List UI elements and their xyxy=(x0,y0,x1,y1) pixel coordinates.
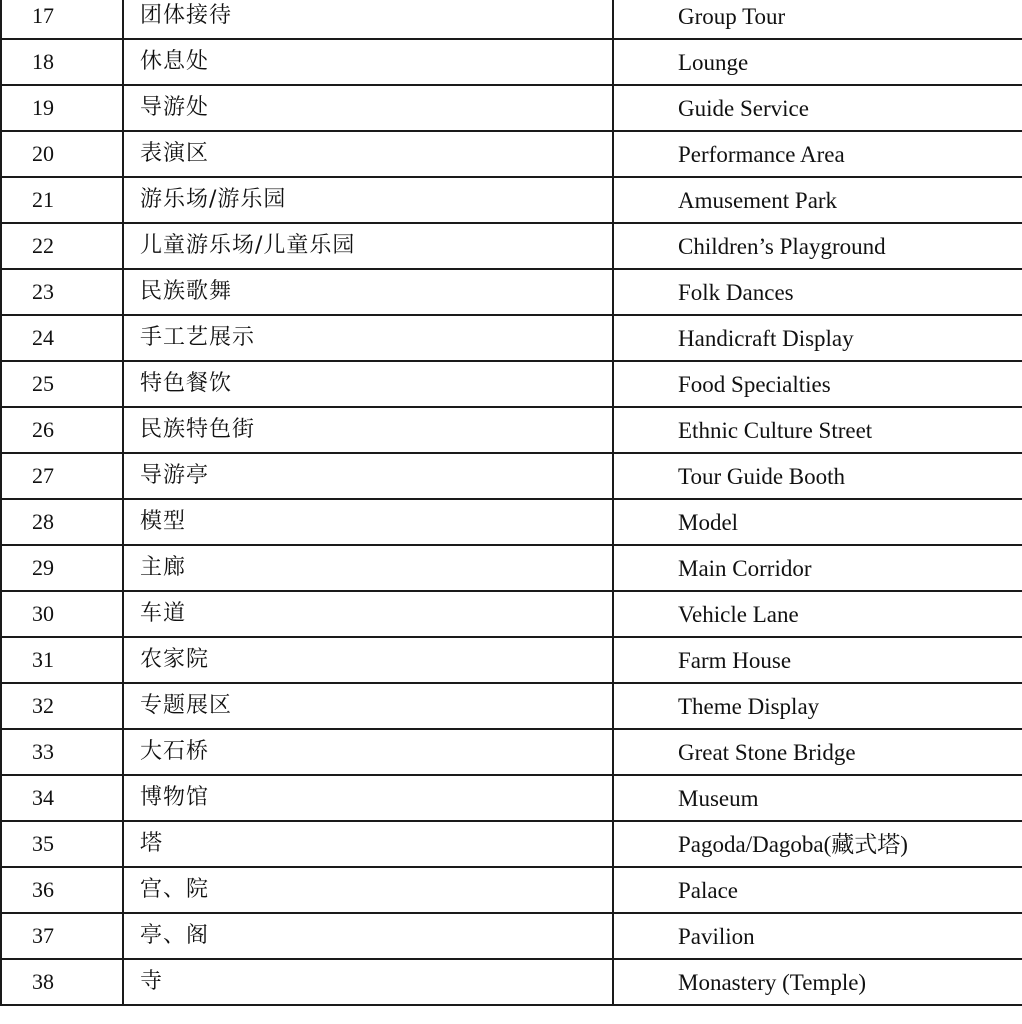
table-row xyxy=(1,683,1022,729)
english-term-cell: Performance Area xyxy=(613,131,1022,177)
english-term-cell: Lounge xyxy=(613,39,1022,85)
english-term-cell: Great Stone Bridge xyxy=(613,729,1022,775)
chinese-term-cell: 休息处 xyxy=(123,39,613,85)
chinese-term-cell: 特色餐饮 xyxy=(123,361,613,407)
chinese-term-cell: 专题展区 xyxy=(123,683,613,729)
chinese-term-cell: 宫、院 xyxy=(123,867,613,913)
table-row xyxy=(1,315,1022,361)
row-number-cell: 24 xyxy=(1,315,123,361)
table-row xyxy=(1,545,1022,591)
row-number-cell: 32 xyxy=(1,683,123,729)
chinese-term-cell: 民族歌舞 xyxy=(123,269,613,315)
row-number-cell: 34 xyxy=(1,775,123,821)
english-term-cell: Vehicle Lane xyxy=(613,591,1022,637)
english-term-cell: Children’s Playground xyxy=(613,223,1022,269)
english-term-cell: Main Corridor xyxy=(613,545,1022,591)
chinese-term-cell: 导游亭 xyxy=(123,453,613,499)
english-term-cell: Pavilion xyxy=(613,913,1022,959)
english-term-cell: Farm House xyxy=(613,637,1022,683)
row-number-cell: 22 xyxy=(1,223,123,269)
chinese-term-cell: 车道 xyxy=(123,591,613,637)
english-term-cell: Ethnic Culture Street xyxy=(613,407,1022,453)
english-term-cell: Amusement Park xyxy=(613,177,1022,223)
row-number-cell: 20 xyxy=(1,131,123,177)
english-term-cell: Monastery (Temple) xyxy=(613,959,1022,1005)
english-term-cell: Palace xyxy=(613,867,1022,913)
english-term-cell: Food Specialties xyxy=(613,361,1022,407)
table-row xyxy=(1,775,1022,821)
table-row xyxy=(1,821,1022,867)
table-row xyxy=(1,85,1022,131)
table-row xyxy=(1,407,1022,453)
english-term-cell: Group Tour xyxy=(613,0,1022,39)
chinese-term-cell: 团体接待 xyxy=(123,0,613,39)
english-term-cell: Guide Service xyxy=(613,85,1022,131)
english-term-cell: Theme Display xyxy=(613,683,1022,729)
row-number-cell: 26 xyxy=(1,407,123,453)
chinese-term-cell: 儿童游乐场/儿童乐园 xyxy=(123,223,613,269)
chinese-term-cell: 导游处 xyxy=(123,85,613,131)
table-row xyxy=(1,959,1022,1005)
row-number-cell: 30 xyxy=(1,591,123,637)
english-term-cell: Museum xyxy=(613,775,1022,821)
row-number-cell: 33 xyxy=(1,729,123,775)
table-row xyxy=(1,453,1022,499)
english-term-cell: Pagoda/Dagoba(藏式塔) xyxy=(613,821,1022,867)
row-number-cell: 38 xyxy=(1,959,123,1005)
table-row xyxy=(1,39,1022,85)
table-row xyxy=(1,637,1022,683)
table-row xyxy=(1,361,1022,407)
table-row xyxy=(1,729,1022,775)
chinese-term-cell: 亭、阁 xyxy=(123,913,613,959)
row-number-cell: 18 xyxy=(1,39,123,85)
row-number-cell: 37 xyxy=(1,913,123,959)
row-number-cell: 31 xyxy=(1,637,123,683)
english-term-cell: Model xyxy=(613,499,1022,545)
row-number-cell: 28 xyxy=(1,499,123,545)
chinese-term-cell: 博物馆 xyxy=(123,775,613,821)
table-row xyxy=(1,177,1022,223)
chinese-term-cell: 塔 xyxy=(123,821,613,867)
row-number-cell: 19 xyxy=(1,85,123,131)
chinese-term-cell: 主廊 xyxy=(123,545,613,591)
row-number-cell: 29 xyxy=(1,545,123,591)
table-row xyxy=(1,223,1022,269)
chinese-term-cell: 大石桥 xyxy=(123,729,613,775)
row-number-cell: 17 xyxy=(1,0,123,39)
row-number-cell: 35 xyxy=(1,821,123,867)
table-row xyxy=(1,0,1022,39)
row-number-cell: 36 xyxy=(1,867,123,913)
table-row xyxy=(1,913,1022,959)
chinese-term-cell: 农家院 xyxy=(123,637,613,683)
chinese-term-cell: 手工艺展示 xyxy=(123,315,613,361)
row-number-cell: 23 xyxy=(1,269,123,315)
chinese-term-cell: 游乐场/游乐园 xyxy=(123,177,613,223)
table-row xyxy=(1,591,1022,637)
chinese-term-cell: 模型 xyxy=(123,499,613,545)
chinese-term-cell: 寺 xyxy=(123,959,613,1005)
chinese-term-cell: 表演区 xyxy=(123,131,613,177)
glossary-table-body xyxy=(1,0,1022,1005)
row-number-cell: 25 xyxy=(1,361,123,407)
table-row xyxy=(1,499,1022,545)
row-number-cell: 27 xyxy=(1,453,123,499)
table-row xyxy=(1,269,1022,315)
table-row xyxy=(1,867,1022,913)
row-number-cell: 21 xyxy=(1,177,123,223)
english-term-cell: Folk Dances xyxy=(613,269,1022,315)
chinese-term-cell: 民族特色街 xyxy=(123,407,613,453)
table-row xyxy=(1,131,1022,177)
english-term-cell: Tour Guide Booth xyxy=(613,453,1022,499)
english-term-cell: Handicraft Display xyxy=(613,315,1022,361)
